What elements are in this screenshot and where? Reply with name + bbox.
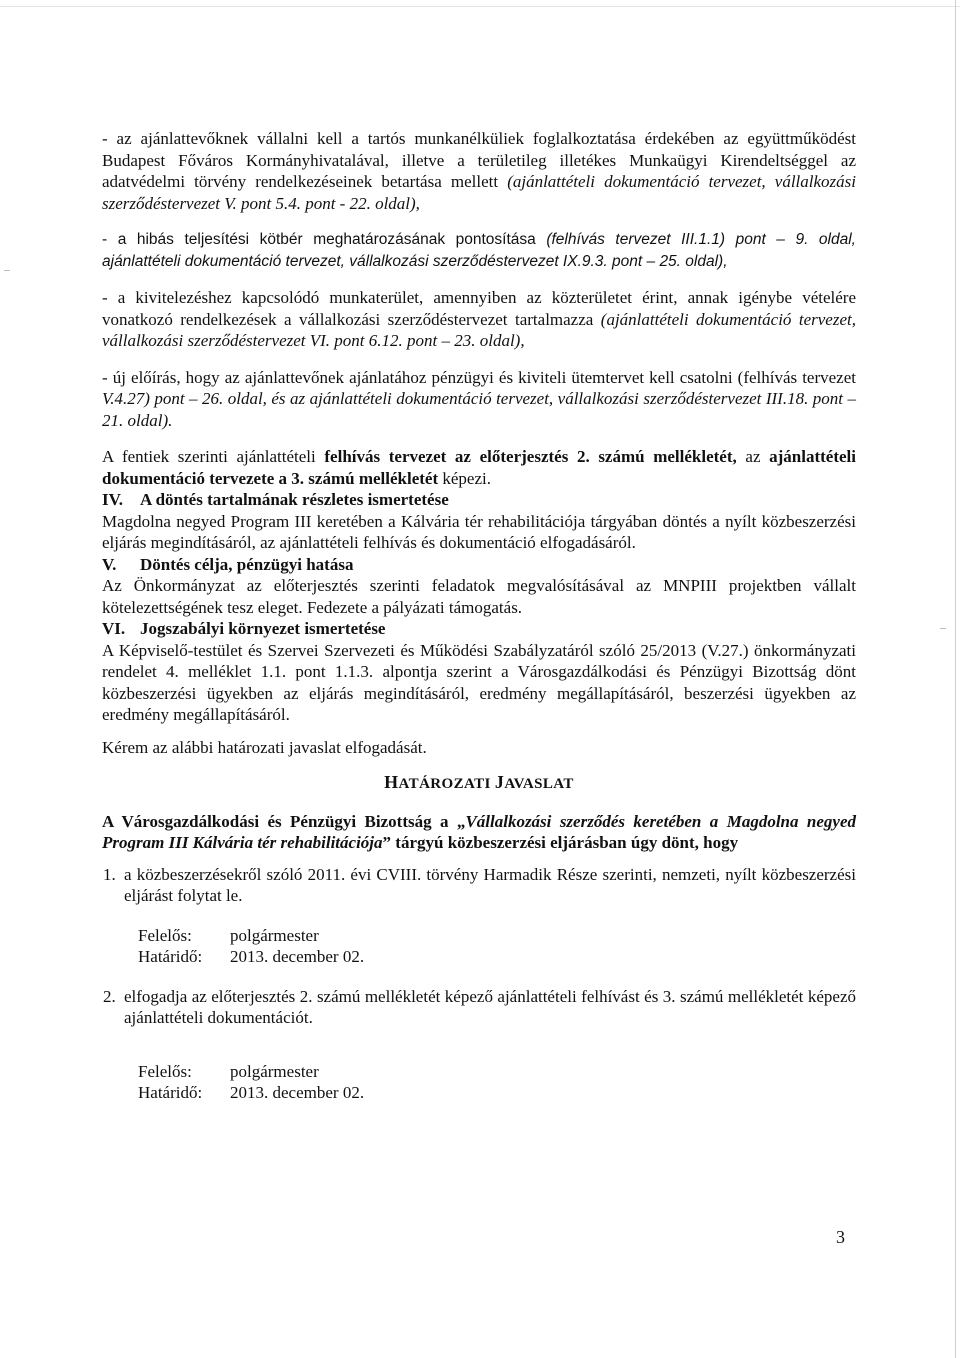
annex-summary: A fentiek szerinti ajánlattételi felhívás tervezet az előterjesztés 2. számú mellékletét, az ajánlattételi dokumentáció tervezete a 3. számú mellékletét képezi. [102, 447, 856, 488]
resolution-intro: A Városgazdálkodási és Pénzügyi Bizottság a „Vállalkozási szerződés keretében a Magdolna negyed Program III Kálvária tér rehabilitációja” tárgyú közbeszerzési eljárásban úgy dönt, hogy [102, 811, 856, 852]
scan-edge-right [955, 0, 956, 1358]
section-iv-text: Magdolna negyed Program III keretében a Kálvária tér rehabilitációja tárgyában döntés a nyílt közbeszerzési eljárás megindításáról, az ajánlattételi felhívás és dokumentáció elfogadásáról. [102, 511, 856, 552]
scan-mark-right [940, 628, 946, 629]
bullet-worksite: - a kivitelezéshez kapcsolódó munkaterület, amennyiben az közterületet érint, annak igénybe vételére vonatkozó rendelkezések a vállalkozási szerződéstervezet tartalmazza (ajánlattételi dokumentáció tervezet, vállalkozási szerződéstervezet VI. pont 6.12. pont – 23. oldal), [102, 288, 856, 350]
decision-list [102, 864, 856, 1104]
section-vi-heading: VI. Jogszabályi környezet ismertetése [102, 619, 386, 638]
decision-item: 2. elfogadja az előterjesztés 2. számú mellékletét képező ajánlattételi felhívást és 3. számú mellékletét képező ajánlattételi dokumentációt. Felelős: polgármester Határidő: 2013. december 02. [120, 986, 856, 1104]
section-vi-text: A Képviselő-testület és Szervei Szervezeti és Működési Szabályzatáról szóló 25/2013 (V.27.) önkormányzati rendelet 4. melléklet 1.1. pont 1.1.3. alpontja szerint a Városgazdálkodási és Pénzügyi Bizottság dönt közbeszerzési ügyekben az eljárás megindításáról, eredmény megállapításáról, beszerzési ügyekben az eredmény megállapításáról. [102, 640, 856, 724]
decision-responsibility: Felelős: polgármester Határidő: 2013. december 02. [138, 1061, 365, 1102]
document-body [102, 128, 856, 1104]
scan-mark-left [4, 270, 10, 271]
bullet-cooperation: - az ajánlattevőknek vállalni kell a tartós munkanélküliek foglalkoztatása érdekében az együttműködést Budapest Főváros Kormányhivatalával, illetve a területileg illetékes Munkaügyi Kirendeltséggel az adatvédelmi törvény rendelkezéseinek betartása mellett (ajánlattételi dokumentáció tervezet, vállalkozási szerződéstervezet V. pont 5.4. pont - 22. oldal), [102, 129, 857, 213]
bullet-schedule: - új előírás, hogy az ajánlattevőnek ajánlatához pénzügyi és kiviteli ütemtervet kell csatolni (felhívás tervezet V.4.27) pont – 26. oldal, és az ajánlattételi dokumentáció tervezet, vállalkozási szerződéstervezet III.18. pont – 21. oldal). [102, 367, 856, 430]
section-v-text: Az Önkormányzat az előterjesztés szerinti feladatok megvalósításával az MNPIII projektben vállalt kötelezettségének tesz eleget. Fedezete a pályázati támogatás. [102, 576, 856, 617]
section-iv-heading: IV. A döntés tartalmának részletes ismertetése [102, 490, 449, 509]
decision-responsibility: Felelős: polgármester Határidő: 2013. december 02. [138, 925, 365, 966]
request-text: Kérem az alábbi határozati javaslat elfogadását. [102, 737, 427, 757]
decision-item: 1. a közbeszerzésekről szóló 2011. évi CVIII. törvény Harmadik Része szerinti, nemzeti, nyílt közbeszerzési eljárást folytat le. Felelős: polgármester Határidő: 2013. december 02. [120, 864, 856, 968]
bullet-penalty: - a hibás teljesítési kötbér meghatározásának pontosítása (felhívás tervezet III.1.1) pont – 9. oldal, ajánlattételi dokumentáció tervezet, vállalkozási szerződéstervezet IX.9.3. pont – 25. oldal), [102, 231, 856, 270]
proposal-title: HATÁROZATI JAVASLAT [384, 772, 574, 792]
page-number: 3 [836, 1227, 845, 1247]
scan-edge-top [0, 6, 960, 7]
section-v-heading: V. Döntés célja, pénzügyi hatása [102, 554, 354, 574]
